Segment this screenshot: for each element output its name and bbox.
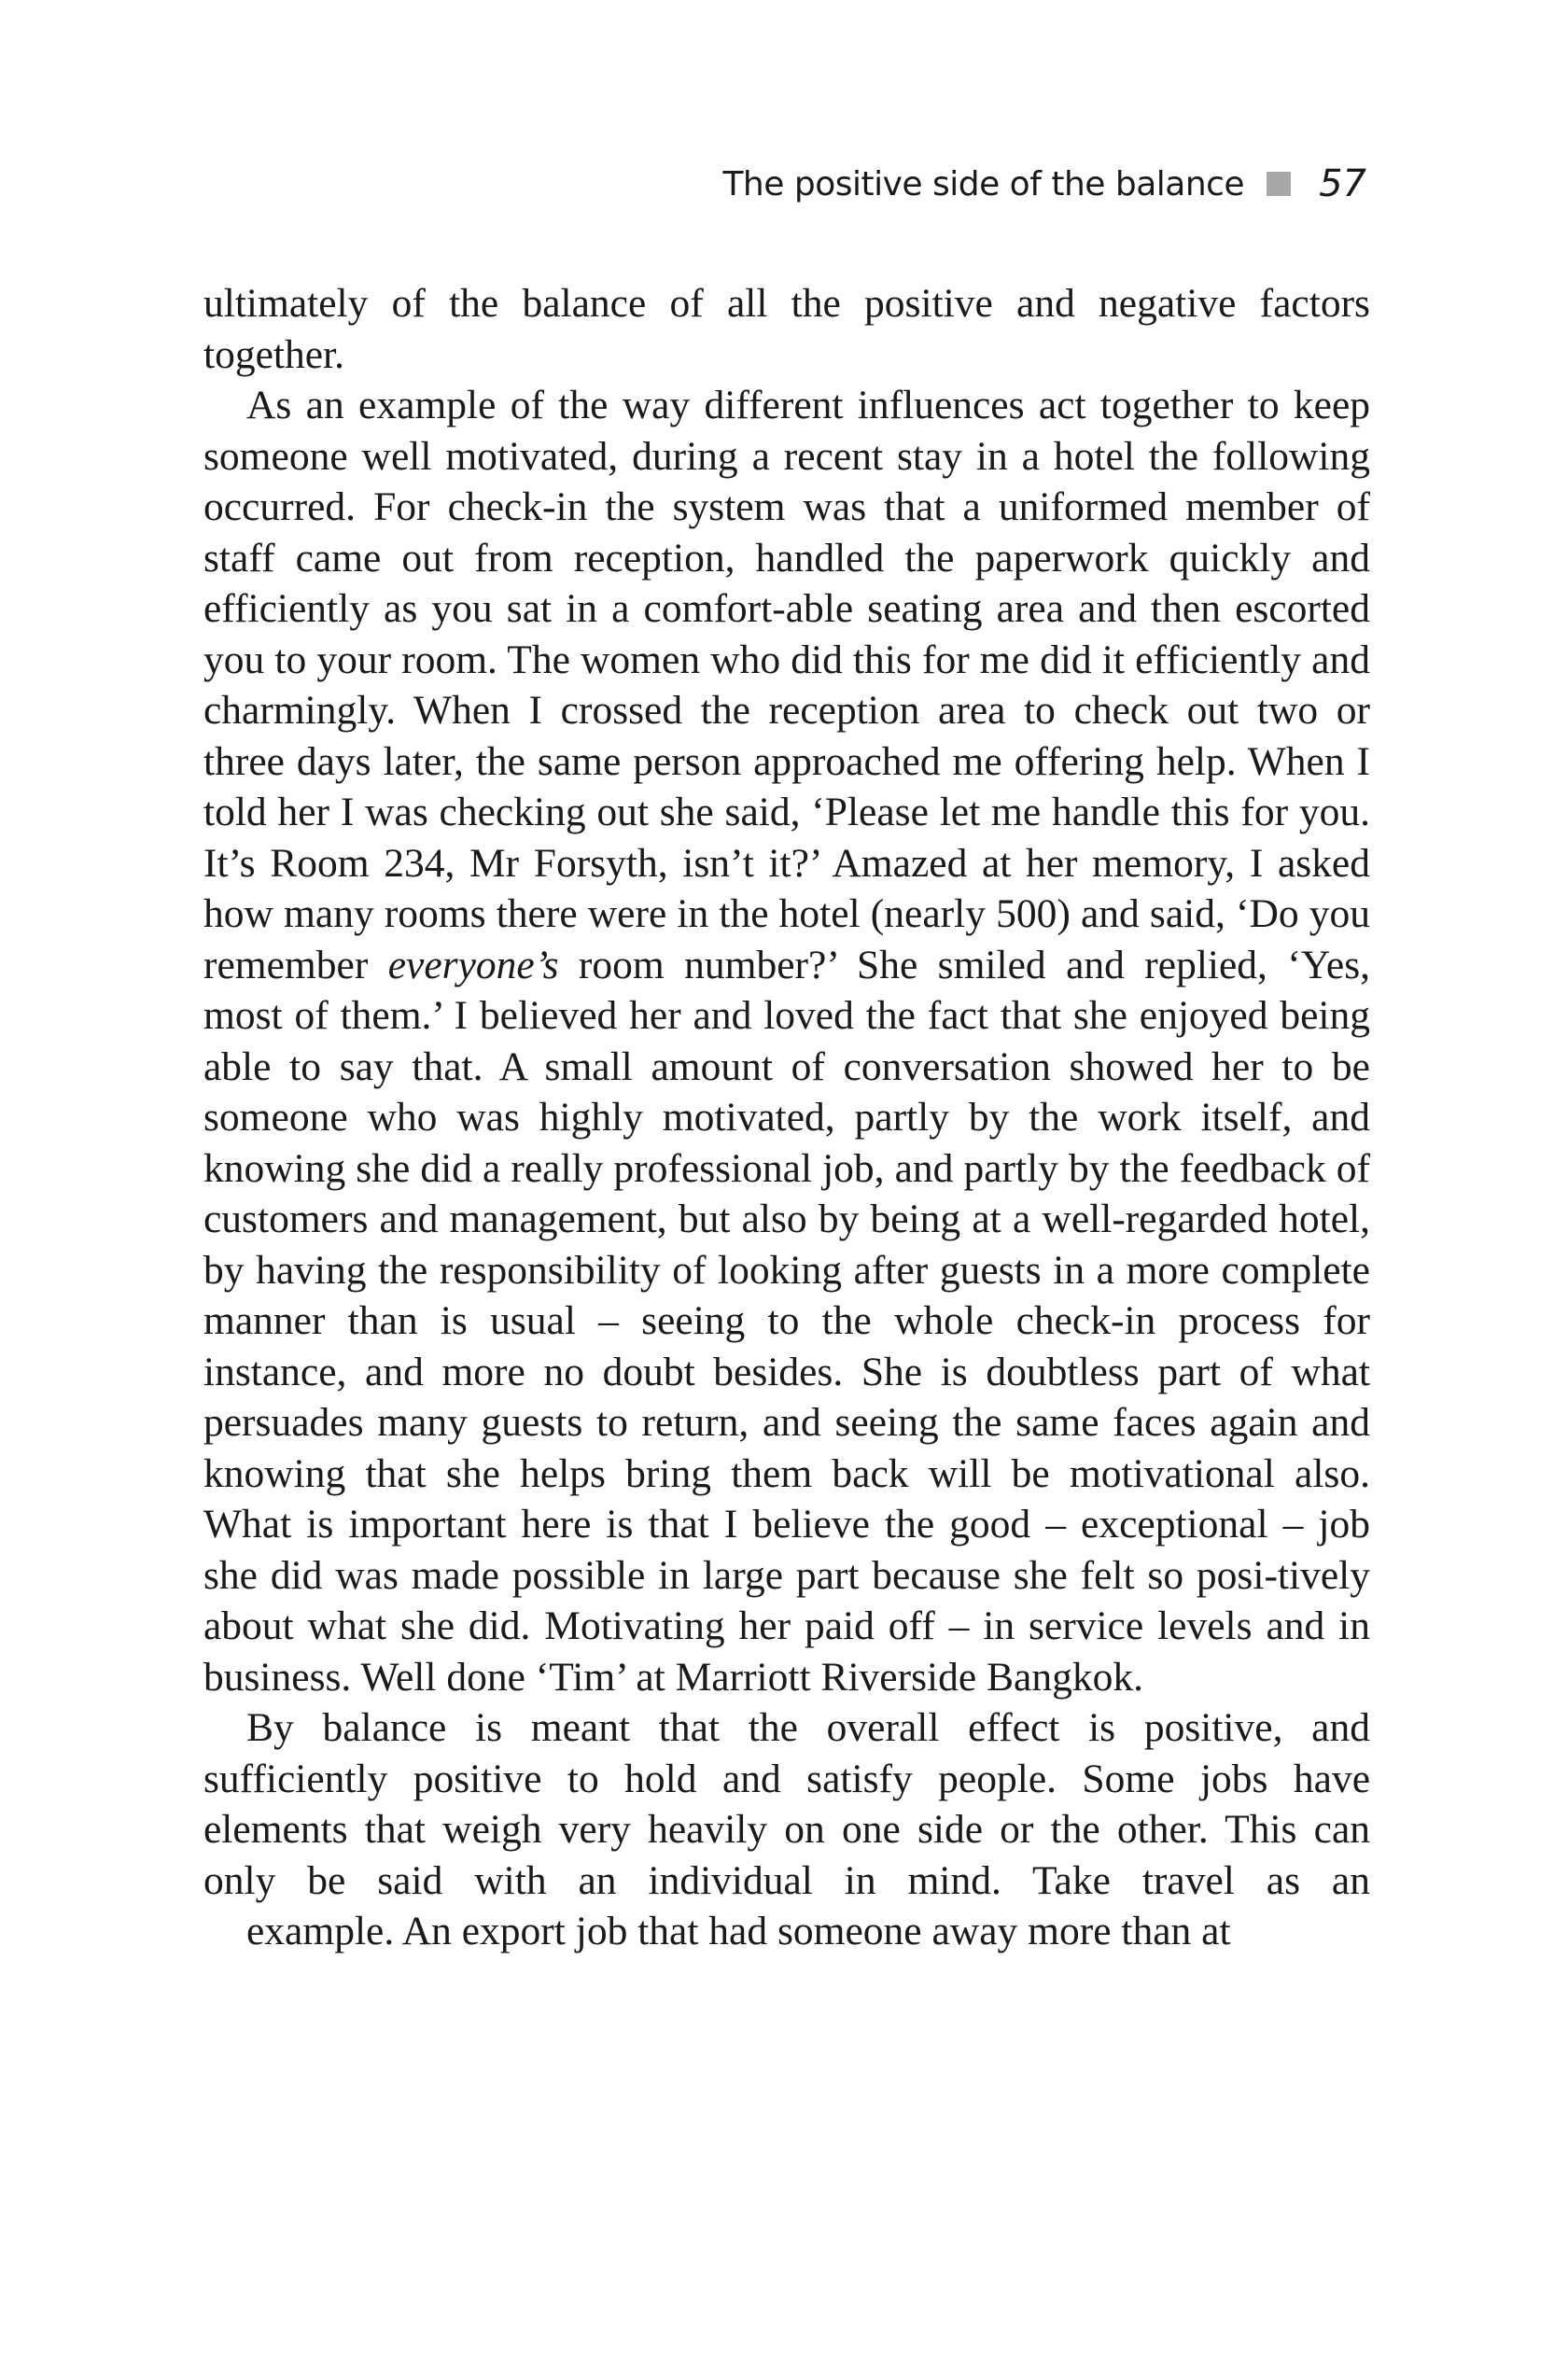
paragraph-3-text: By balance is meant that the overall effect is positive, and sufficiently positive to hold and satisfy people. Some jobs have elements that weigh very heavily on one side or the other. This can only be said with an individual in mind. Take travel as an	[203, 1705, 1370, 1903]
body-text	[203, 278, 1370, 1957]
separator-square-icon	[1267, 172, 1291, 196]
paragraph-1: ultimately of the balance of all the positive and negative factors together.	[203, 281, 1370, 377]
paragraph-2	[203, 380, 1370, 1702]
paragraph-3	[203, 1702, 1370, 1957]
paragraph-2-text-b: room number?’ She smiled and replied, ‘Yes, most of them.’ I believed her and loved the fact that she enjoyed being able to say that. A small amount of conversation showed her to be someone who was highly motivated, partly by the work itself, and knowing she did a really professional job, and partly by the feedback of customers and management, but also by being at a well-regarded hotel, by having the responsibility of looking after guests in a more complete manner than is usual – seeing to the whole check-in process for instance, and more no doubt besides. She is doubtless part of what persuades many guests to return, and seeing the same faces again and knowing that she helps bring them back will be motivational also. What is important here is that I believe the good – exceptional – job she did was made possible in large part because she felt so posi-tively about what she did. Motivating her paid off – in service levels and in business. Well done ‘Tim’ at Marriott Riverside Bangkok.	[203, 942, 1370, 1700]
running-title: The positive side of the balance	[722, 164, 1245, 203]
paragraph-3-last-line: example. An export job that had someone away more than at	[246, 1909, 1231, 1953]
page-number: 57	[1319, 162, 1366, 205]
paragraph-2-emphasis: everyone’s	[387, 942, 559, 987]
running-head	[722, 161, 1366, 207]
paragraph-2-text-a: As an example of the way different influences act together to keep someone well motivated, during a recent stay in a hotel the following occurred. For check-in the system was that a uniformed member of staff came out from reception, handled the paperwork quickly and efficiently as you sat in a comfort-able seating area and then escorted you to your room. The women who did this for me did it efficiently and charmingly. When I crossed the reception area to check out two or three days later, the same person approached me offering help. When I told her I was checking out she said, ‘Please let me handle this for you. It’s Room 234, Mr Forsyth, isn’t it?’ Amazed at her memory, I asked how many rooms there were in the hotel (nearly 500) and said, ‘Do you remember	[203, 383, 1370, 987]
